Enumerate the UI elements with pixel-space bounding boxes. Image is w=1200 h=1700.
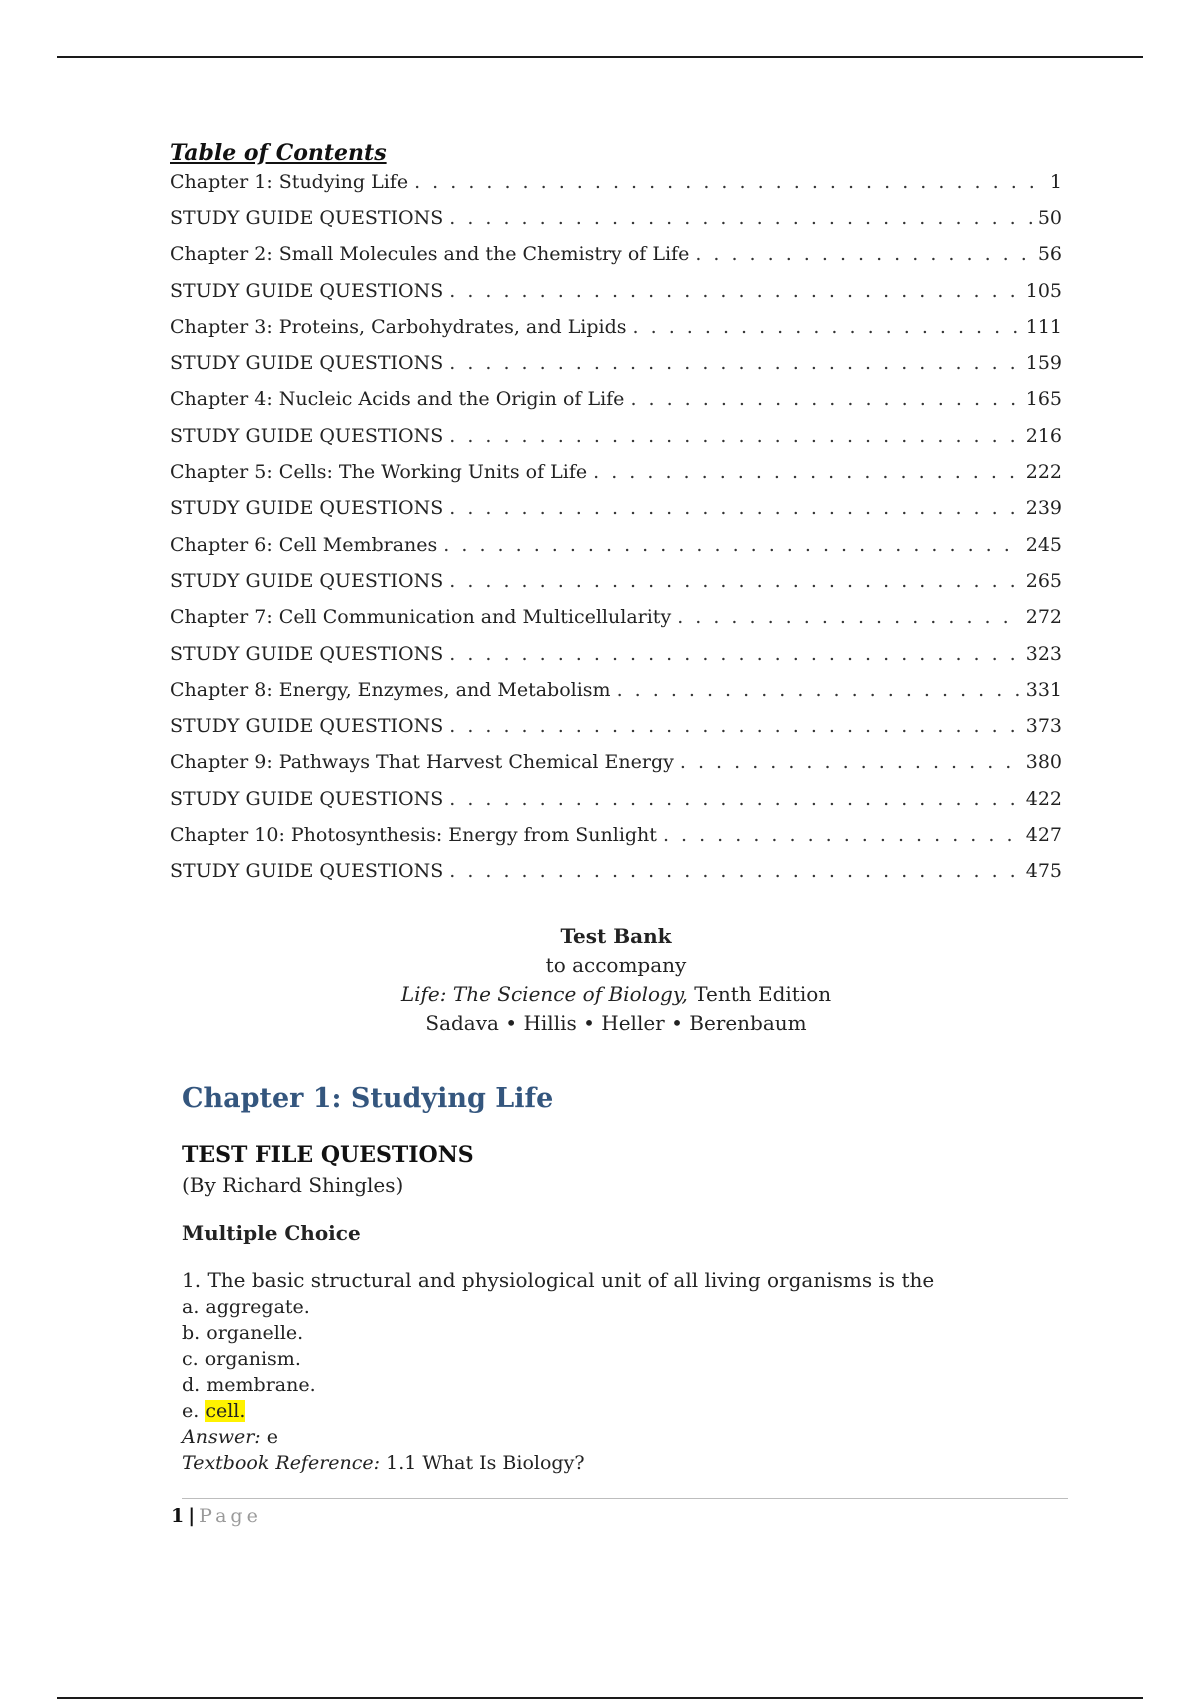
option-text: membrane. xyxy=(206,1374,316,1396)
toc-entry-label: STUDY GUIDE QUESTIONS xyxy=(170,642,444,665)
multiple-choice-heading: Multiple Choice xyxy=(182,1221,361,1245)
chapter-body xyxy=(182,1140,1062,1476)
author-byline: (By Richard Shingles) xyxy=(182,1173,404,1197)
toc-entry[interactable] xyxy=(170,712,1062,748)
toc-entry-label: Chapter 5: Cells: The Working Units of Life xyxy=(170,461,588,484)
toc-leader-dots xyxy=(449,349,1020,377)
toc-leader-dots xyxy=(449,857,1020,885)
toc-entry-page: 380 xyxy=(1025,751,1062,774)
book-title: Life: The Science of Biology, xyxy=(400,982,688,1006)
toc-entry-page: 427 xyxy=(1025,824,1062,847)
toc-leader-dots xyxy=(449,204,1032,232)
toc-entry-page: 272 xyxy=(1025,606,1062,629)
toc-entry-label: STUDY GUIDE QUESTIONS xyxy=(170,715,444,738)
toc-entry[interactable] xyxy=(170,422,1062,458)
toc-entry[interactable] xyxy=(170,567,1062,603)
toc-entry-page: 323 xyxy=(1025,642,1062,665)
answer-label: Answer: xyxy=(182,1426,261,1448)
toc-leader-dots xyxy=(680,748,1020,776)
toc-entry[interactable] xyxy=(170,603,1062,639)
toc-entry-page: 373 xyxy=(1025,715,1062,738)
reference-value: 1.1 What Is Biology? xyxy=(386,1452,585,1474)
toc-leader-dots xyxy=(630,385,1019,413)
toc-entry[interactable] xyxy=(170,277,1062,313)
answer-options xyxy=(182,1294,1062,1424)
toc-entry-label: Chapter 8: Energy, Enzymes, and Metabolism xyxy=(170,678,611,701)
reference-label: Textbook Reference: xyxy=(182,1452,381,1474)
toc-leader-dots xyxy=(695,240,1032,268)
toc-entry-page: 1 xyxy=(1049,171,1062,193)
toc-entry[interactable] xyxy=(170,458,1062,494)
toc-entry-label: Chapter 4: Nucleic Acids and the Origin of Life xyxy=(170,388,625,411)
toc-entry-page: 239 xyxy=(1025,497,1062,520)
answer-option xyxy=(182,1320,1062,1346)
test-bank-title: Test Bank xyxy=(560,924,672,948)
toc-entry-label: Chapter 3: Proteins, Carbohydrates, and Lipids xyxy=(170,315,627,338)
toc-leader-dots xyxy=(663,821,1020,849)
footer-rule xyxy=(182,1498,1068,1499)
toc-entry-label: STUDY GUIDE QUESTIONS xyxy=(170,787,444,810)
toc-entry[interactable] xyxy=(170,385,1062,421)
section-heading: TEST FILE QUESTIONS xyxy=(182,1142,474,1168)
toc-entry-label: Chapter 6: Cell Membranes xyxy=(170,533,438,556)
toc-leader-dots xyxy=(449,494,1020,522)
toc-entry-page: 111 xyxy=(1025,315,1062,338)
toc-entry[interactable] xyxy=(170,204,1062,240)
title-block xyxy=(170,922,1062,1038)
toc-leader-dots xyxy=(633,313,1020,341)
toc-leader-dots xyxy=(449,422,1020,450)
toc-leader-dots xyxy=(593,458,1020,486)
toc-entry[interactable] xyxy=(170,531,1062,567)
toc-entry-page: 245 xyxy=(1025,533,1062,556)
option-text: aggregate. xyxy=(205,1296,310,1318)
toc-entry[interactable] xyxy=(170,821,1062,857)
option-text: cell. xyxy=(205,1400,246,1422)
answer-option xyxy=(182,1346,1062,1372)
authors-line: Sadava • Hillis • Heller • Berenbaum xyxy=(425,1011,807,1035)
option-letter: c. xyxy=(182,1348,199,1370)
reference-line xyxy=(182,1450,1062,1476)
toc-entry-label: STUDY GUIDE QUESTIONS xyxy=(170,569,444,592)
toc-leader-dots xyxy=(449,785,1020,813)
toc-entry-page: 475 xyxy=(1025,860,1062,883)
toc-entry-page: 105 xyxy=(1025,279,1062,302)
toc-entry-label: Chapter 1: Studying Life xyxy=(170,171,409,193)
toc-entry-label: STUDY GUIDE QUESTIONS xyxy=(170,497,444,520)
toc-entry-page: 165 xyxy=(1025,388,1062,411)
toc-entry-page: 222 xyxy=(1025,461,1062,484)
accompany-line: to accompany xyxy=(545,953,687,977)
toc-entry-label: Chapter 10: Photosynthesis: Energy from Sunlight xyxy=(170,824,657,847)
toc-entry[interactable] xyxy=(170,494,1062,530)
option-letter: e. xyxy=(182,1400,200,1422)
option-letter: b. xyxy=(182,1322,201,1344)
toc-leader-dots xyxy=(414,168,1044,196)
book-line xyxy=(170,980,1062,1009)
toc-entry-label: Chapter 7: Cell Communication and Multicellularity xyxy=(170,606,672,629)
toc-entry[interactable] xyxy=(170,748,1062,784)
edition: Tenth Edition xyxy=(694,982,832,1006)
toc-leader-dots xyxy=(449,277,1020,305)
option-letter: d. xyxy=(182,1374,201,1396)
toc-entry-label: STUDY GUIDE QUESTIONS xyxy=(170,424,444,447)
answer-option xyxy=(182,1372,1062,1398)
answer-option xyxy=(182,1294,1062,1320)
toc-leader-dots xyxy=(449,640,1020,668)
toc-entry-page: 331 xyxy=(1025,678,1062,701)
top-rule xyxy=(57,56,1143,58)
page-number: 1 xyxy=(171,1505,185,1527)
toc-list xyxy=(170,168,1062,894)
toc-entry-page: 159 xyxy=(1025,352,1062,375)
toc-leader-dots xyxy=(617,676,1020,704)
toc-entry[interactable] xyxy=(170,676,1062,712)
bottom-rule xyxy=(57,1697,1143,1699)
answer-value: e xyxy=(266,1426,278,1448)
option-letter: a. xyxy=(182,1296,200,1318)
toc-entry[interactable] xyxy=(170,349,1062,385)
chapter-heading: Chapter 1: Studying Life xyxy=(182,1083,554,1114)
page-word: Page xyxy=(199,1505,262,1527)
option-text: organelle. xyxy=(206,1322,304,1344)
toc-entry-page: 422 xyxy=(1025,787,1062,810)
table-of-contents xyxy=(170,138,1062,894)
toc-leader-dots xyxy=(677,603,1020,631)
answer-line xyxy=(182,1424,1062,1450)
toc-entry[interactable] xyxy=(170,640,1062,676)
toc-leader-dots xyxy=(443,531,1019,559)
toc-entry[interactable] xyxy=(170,785,1062,821)
toc-entry-label: STUDY GUIDE QUESTIONS xyxy=(170,207,444,229)
toc-entry-label: Chapter 2: Small Molecules and the Chemistry of Life xyxy=(170,243,690,266)
toc-title: Table of Contents xyxy=(170,140,387,166)
toc-entry[interactable] xyxy=(170,168,1062,204)
toc-leader-dots xyxy=(449,712,1020,740)
option-text: organism. xyxy=(204,1348,301,1370)
toc-entry-page: 216 xyxy=(1025,424,1062,447)
toc-entry-page: 50 xyxy=(1037,207,1062,229)
toc-entry-label: STUDY GUIDE QUESTIONS xyxy=(170,352,444,375)
toc-entry[interactable] xyxy=(170,313,1062,349)
toc-entry[interactable] xyxy=(170,240,1062,276)
footer-separator: | xyxy=(188,1505,196,1527)
toc-leader-dots xyxy=(449,567,1020,595)
toc-entry-label: STUDY GUIDE QUESTIONS xyxy=(170,279,444,302)
toc-entry-label: STUDY GUIDE QUESTIONS xyxy=(170,860,444,883)
question-text: 1. The basic structural and physiological unit of all living organisms is the xyxy=(182,1268,935,1292)
answer-option xyxy=(182,1398,1062,1424)
toc-entry-page: 265 xyxy=(1025,569,1062,592)
toc-entry-label: Chapter 9: Pathways That Harvest Chemical Energy xyxy=(170,751,674,774)
toc-entry[interactable] xyxy=(170,857,1062,893)
toc-entry-page: 56 xyxy=(1037,243,1062,266)
page-footer xyxy=(171,1503,262,1529)
